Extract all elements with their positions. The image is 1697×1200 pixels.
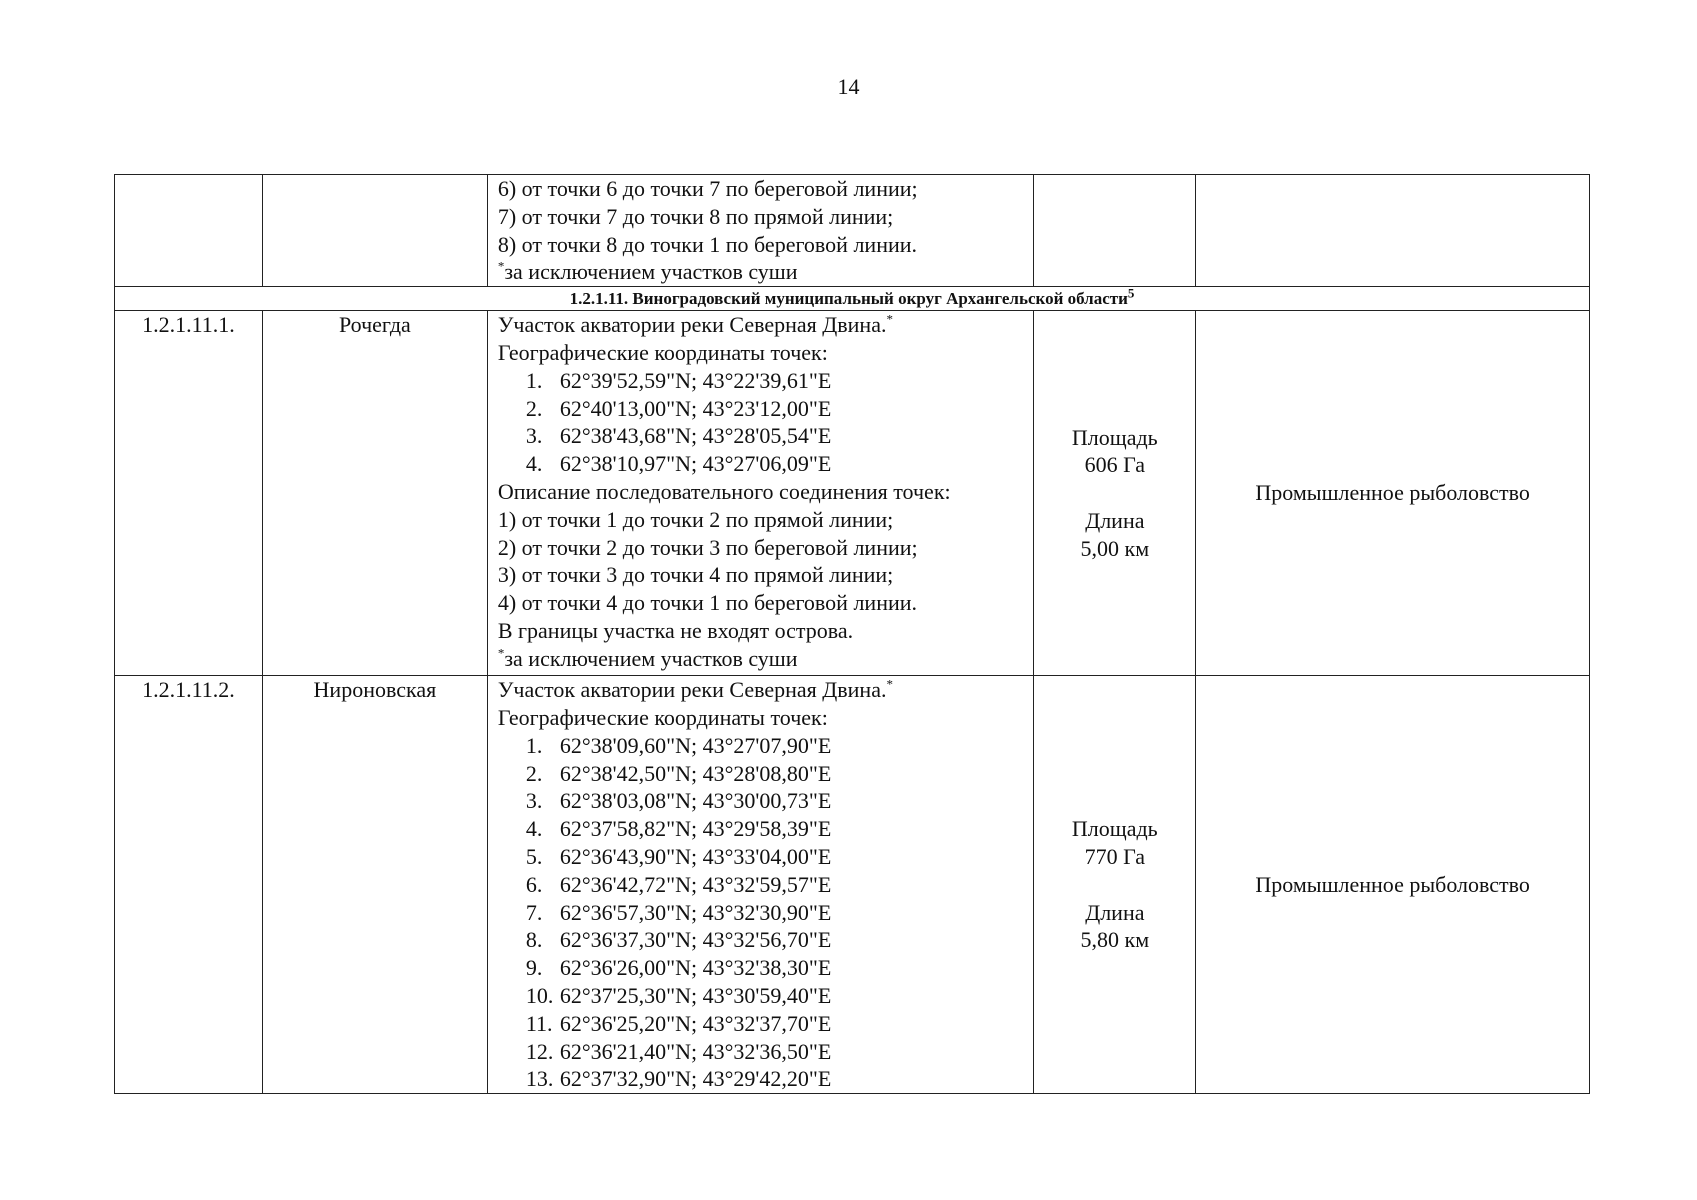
connections-label: Описание последовательного соединения точек: — [497, 478, 951, 504]
coordinate-point: 5. 62°36'43,90"N; 43°33'04,00"E — [525, 843, 832, 869]
connection-line: 3) от точки 3 до точки 4 по прямой линии; — [497, 562, 894, 588]
length-label: Длина — [1085, 899, 1145, 925]
coordinate-point: 9. 62°36'26,00"N; 43°32'38,30"E — [525, 955, 832, 981]
section-title — [115, 287, 1590, 311]
table-row-continued — [115, 175, 1590, 287]
length-value: 5,00 км — [1080, 535, 1150, 561]
footnote-text: за исключением участков суши — [504, 259, 798, 285]
footnote-line: *за исключением участков суши — [497, 259, 798, 285]
coordinate-point: 13. 62°37'32,90"N; 43°29'42,20"E — [525, 1066, 832, 1092]
cell-id — [115, 175, 263, 287]
cell-name — [262, 175, 487, 287]
description-title: Участок акватории реки Северная Двина.* — [497, 311, 893, 338]
cell-description — [487, 311, 1034, 676]
coordinate-point: 8. 62°36'37,30"N; 43°32'56,70"E — [525, 927, 832, 953]
cell-description — [487, 676, 1034, 1094]
cell-size — [1034, 311, 1196, 676]
coordinate-point: 4. 62°38'10,97"N; 43°27'06,09"E — [525, 451, 832, 477]
cell-size — [1034, 175, 1196, 287]
cell-id: 1.2.1.11.1. — [115, 311, 263, 676]
note: В границы участка не входят острова. — [497, 617, 854, 643]
coordinate-point: 7. 62°36'57,30"N; 43°32'30,90"E — [525, 899, 832, 925]
cell-purpose — [1196, 175, 1590, 287]
cell-purpose: Промышленное рыболовство — [1196, 676, 1590, 1094]
table-row — [115, 676, 1590, 1094]
coordinate-point: 1. 62°38'09,60"N; 43°27'07,90"E — [525, 732, 832, 758]
coordinate-point: 6. 62°36'42,72"N; 43°32'59,57"E — [525, 871, 832, 897]
table-row — [115, 311, 1590, 676]
cell-id: 1.2.1.11.2. — [115, 676, 263, 1094]
coords-label: Географические координаты точек: — [497, 339, 828, 365]
cell-size — [1034, 676, 1196, 1094]
description-title: Участок акватории реки Северная Двина.* — [497, 676, 893, 703]
length-value: 5,80 км — [1080, 927, 1150, 953]
area-label: Площадь — [1071, 816, 1158, 842]
cell-description — [487, 175, 1034, 287]
coordinate-point: 12. 62°36'21,40"N; 43°32'36,50"E — [525, 1038, 832, 1064]
section-footnote-mark: 5 — [1127, 285, 1135, 301]
coordinate-point: 11. 62°36'25,20"N; 43°32'37,70"E — [525, 1010, 832, 1036]
length-label: Длина — [1085, 508, 1145, 534]
cell-purpose: Промышленное рыболовство — [1196, 311, 1590, 676]
coordinate-point: 4. 62°37'58,82"N; 43°29'58,39"E — [525, 816, 832, 842]
coordinate-point: 1. 62°39'52,59"N; 43°22'39,61"E — [525, 367, 832, 393]
fishing-areas-table — [114, 174, 1590, 1094]
connection-line: 6) от точки 6 до точки 7 по береговой линии; — [497, 176, 918, 201]
coords-label: Географические координаты точек: — [497, 704, 828, 730]
section-title-text: 1.2.1.11. Виноградовский муниципальный округ Архангельской области — [569, 289, 1128, 309]
coordinate-point: 2. 62°40'13,00"N; 43°23'12,00"E — [525, 395, 832, 421]
connection-line: 4) от точки 4 до точки 1 по береговой линии. — [497, 590, 918, 616]
footnote-line: *за исключением участков суши — [497, 645, 798, 671]
area-value: 606 Га — [1084, 452, 1146, 478]
coordinate-point: 3. 62°38'03,08"N; 43°30'00,73"E — [525, 788, 832, 814]
cell-name: Нироновская — [262, 676, 487, 1094]
connection-line: 2) от точки 2 до точки 3 по береговой линии; — [497, 534, 918, 560]
section-header-row — [115, 287, 1590, 311]
connection-line: 1) от точки 1 до точки 2 по прямой линии; — [497, 506, 894, 532]
connection-line: 7) от точки 7 до точки 8 по прямой линии; — [497, 203, 894, 229]
connection-line: 8) от точки 8 до точки 1 по береговой линии. — [497, 231, 918, 257]
cell-name: Рочегда — [262, 311, 487, 676]
area-label: Площадь — [1071, 424, 1158, 450]
coordinate-point: 3. 62°38'43,68"N; 43°28'05,54"E — [525, 423, 832, 449]
area-value: 770 Га — [1084, 843, 1146, 869]
page-number: 14 — [837, 74, 860, 99]
coordinate-point: 10. 62°37'25,30"N; 43°30'59,40"E — [525, 982, 832, 1008]
coordinate-point: 2. 62°38'42,50"N; 43°28'08,80"E — [525, 760, 832, 786]
